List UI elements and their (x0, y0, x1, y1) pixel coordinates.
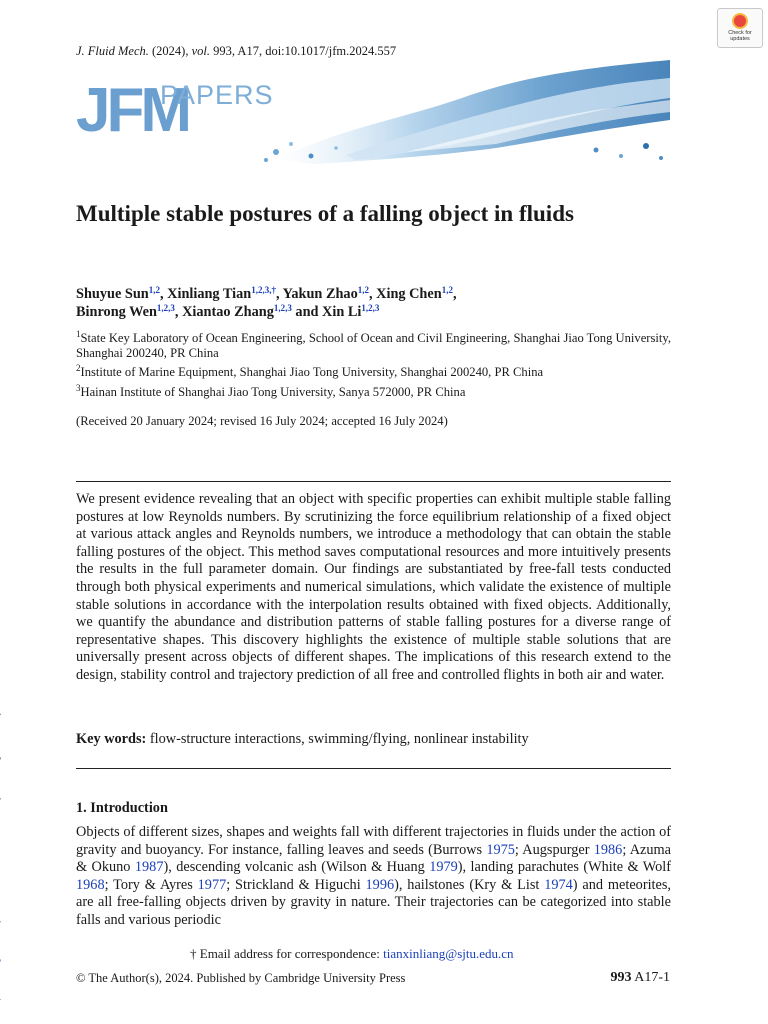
author-affiliation-marker[interactable]: 1,2,3 (361, 303, 380, 313)
author-separator: , (452, 286, 457, 302)
page-article: A17-1 (631, 970, 670, 985)
affiliation-text: Institute of Marine Equipment, Shanghai Jiao Tong University, Shanghai 200240, PR China (80, 365, 544, 379)
citation-year-link[interactable]: 1977 (197, 876, 227, 893)
divider-bottom (76, 768, 671, 769)
author-name: Xiantao Zhang (182, 304, 274, 320)
intro-text-segment: ; Azuma & Okuno (76, 841, 671, 876)
author-name: Shuyue Sun (76, 286, 149, 302)
intro-text-segment: ), landing parachutes (White & Wolf (457, 859, 671, 876)
footnote-prefix: † Email address for correspondence: (190, 946, 384, 961)
intro-text-segment: ; Tory & Ayres (104, 876, 198, 893)
author-affiliation-marker[interactable]: 1,2,3,† (251, 285, 276, 295)
correspondence-email-link[interactable]: tianxinliang@sjtu.edu.cn (383, 946, 514, 961)
author-affiliation-marker[interactable]: 1,2 (148, 285, 160, 295)
paper-title: Multiple stable postures of a falling object in fluids (76, 201, 574, 226)
affiliation-text: State Key Laboratory of Ocean Engineering, School of Ocean and Civil Engineering, Shanghai Jiao Tong University, Shanghai 200240, PR China (76, 331, 672, 360)
affiliation-3 (76, 385, 672, 400)
intro-text-segment: ) and meteorites, are all free-falling objects driven by gravity in nature. Their trajectories can be categorized into stable falls and various periodic (76, 876, 672, 928)
citation-year-link[interactable]: 1979 (429, 859, 458, 876)
affiliation-2 (76, 365, 672, 380)
affiliation-1 (76, 331, 672, 361)
citation-year-link[interactable]: 1968 (76, 876, 105, 893)
papers-label: PAPERS (160, 80, 274, 110)
journal-details: 993, A17, doi:10.1017/jfm.2024.557 (210, 44, 397, 58)
crossmark-icon (732, 13, 748, 29)
received-dates: (Received 20 January 2024; revised 16 July 2024; accepted 16 July 2024) (76, 414, 448, 428)
author-name: Xin Li (322, 304, 362, 320)
author-name: Yakun Zhao (282, 286, 358, 302)
side-published-text (0, 687, 1, 873)
intro-text-segment: ), hailstones (Kry & List (394, 876, 545, 893)
introduction-paragraph (76, 824, 671, 930)
intro-text-segment: ; Augspurger (514, 841, 594, 858)
affiliation-number: 3 (76, 383, 81, 393)
author-affiliation-marker[interactable]: 1,2,3 (156, 303, 175, 313)
intro-text-segment: ; Strickland & Higuchi (226, 876, 366, 893)
journal-reference (76, 44, 396, 59)
author-separator: , (276, 286, 283, 302)
journal-year: (2024), (148, 44, 192, 58)
keywords (76, 731, 671, 748)
author-separator: , (368, 286, 377, 302)
side-doi-note (0, 687, 1, 1010)
author-list (76, 285, 676, 321)
author-name: Xinliang Tian (167, 286, 252, 302)
affiliation-text: Hainan Institute of Shanghai Jiao Tong University, Sanya 572000, PR China (80, 385, 466, 399)
volume-label: vol. (191, 44, 210, 58)
keywords-text: flow-structure interactions, swimming/flying, nonlinear instability (146, 731, 529, 747)
divider-top (76, 481, 671, 482)
citation-year-link[interactable]: 1996 (365, 876, 395, 893)
section-heading-introduction: 1. Introduction (76, 800, 168, 816)
author-separator: and (291, 304, 323, 320)
author-affiliation-marker[interactable]: 1,2 (441, 285, 453, 295)
jfm-logo: JFM (76, 76, 188, 145)
citation-year-link[interactable]: 1987 (134, 859, 164, 876)
intro-text-segment: ), descending volcanic ash (Wilson & Huang (163, 859, 430, 876)
author-separator: , (159, 286, 168, 302)
abstract-text: We present evidence revealing that an object with specific properties can exhibit multiple stable falling postures at low Reynolds numbers. By scrutinizing the force equilibrium relationship of a fixed object at various attack angles and Reynolds numbers, we introduce a methodology that can obtain the stable falling postures of the object. This method saves computational resources and more intuitively presents the results in the full parameter domain. Our findings are substantiated by free-fall tests conducted through both physical experiments and numerical simulations, which validate the existence of multiple stable solutions in accordance with the interpolation results obtained with fixed objects. Additionally, we quantify the abundance and distribution patterns of stable falling postures for a diverse range of representative shapes. This discovery highlights the existence of multiple stable solutions that are universally present across objects of different shapes. The implications of this research extend to the design, stability control and trajectory prediction of all free and controlled flights in both air and water. (76, 491, 671, 683)
correspondence-footnote (190, 946, 514, 962)
keywords-label: Key words: (76, 731, 147, 747)
badge-line-1: Check for (728, 30, 752, 36)
affiliation-number: 2 (76, 363, 81, 373)
copyright-notice: © The Author(s), 2024. Published by Cambridge University Press (76, 971, 406, 985)
badge-line-2: updates (730, 36, 750, 42)
affiliation-number: 1 (76, 329, 81, 339)
check-for-updates-badge[interactable] (717, 8, 763, 48)
side-doi-link[interactable] (0, 872, 1, 1010)
author-separator: , (174, 304, 183, 320)
page-volume: 993 (610, 970, 632, 985)
intro-text-segment: Objects of different sizes, shapes and weights fall with different trajectories in fluids under the action of gravity and buoyancy. For instance, falling leaves and seeds (Burrows (76, 824, 671, 858)
author-name: Xing Chen (376, 286, 442, 302)
author-name: Binrong Wen (76, 304, 157, 320)
page-number (580, 970, 670, 986)
author-affiliation-marker[interactable]: 1,2 (357, 285, 369, 295)
journal-name: J. Fluid Mech. (76, 44, 149, 58)
citation-year-link[interactable]: 1974 (544, 876, 573, 893)
citation-year-link[interactable]: 1975 (486, 841, 515, 858)
citation-year-link[interactable]: 1986 (593, 841, 623, 858)
author-affiliation-marker[interactable]: 1,2,3 (273, 303, 292, 313)
